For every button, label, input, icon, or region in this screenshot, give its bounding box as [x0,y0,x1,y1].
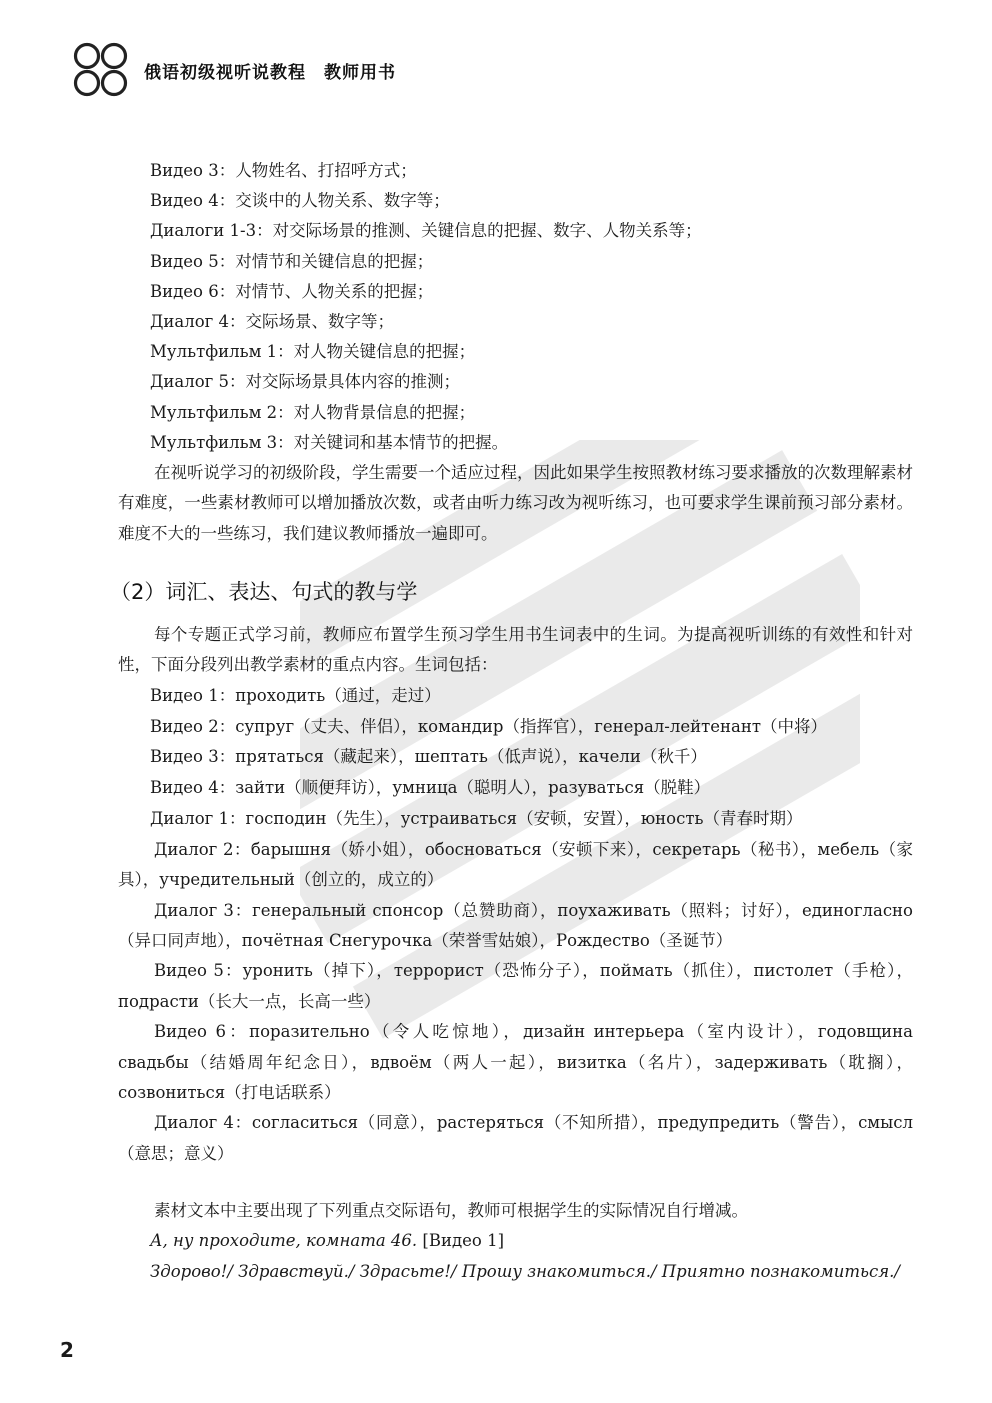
list-item: Видео 5：对情节和关键信息的把握； [150,251,434,271]
list-item: Видео 6：对情节、人物关系的把握； [150,281,434,301]
vocabulary-section [118,620,913,1169]
vocab-paragraph: Видео 5：уронить（掉下），террорист（恐怖分子），поймать（抓住），пистолет（手枪），подрасти（长大一点，长高一些） [118,961,913,1011]
example-phrase [118,1226,913,1257]
list-item: Мультфильм 1：对人物关键信息的把握； [150,342,476,362]
paragraph: 在视听说学习的初级阶段，学生需要一个适应过程，因此如果学生按照教材练习要求播放的次数理解素材有难度，一些素材教师可以增加播放次数，或者由听力练习改为视听练习，也可要求学生课前预习部分素材。难度不大的一些练习，我们建议教师播放一遍即可。 [118,463,913,543]
example-source-ref: [Видео 1] [417,1231,505,1251]
vocab-paragraph: Видео 6：поразительно（令人吃惊地），дизайн интерьера（室内设计），годовщина свадьбы（结婚周年纪念日），вдвоём（两人一起），визитка（名片），задерживать（耽搁），созвониться（打电话联系） [118,1022,913,1103]
list-item: Диалог 4：交际场景、数字等； [150,312,395,332]
vocab-paragraph: Диалог 3：генеральный спонсор（总赞助商），поухаживать（照料；讨好），единогласно（异口同声地），почётная Снегурочка（荣誉雪姑娘），Рождество（圣诞节） [118,900,913,951]
book-title: 俄语初级视听说教程 教师用书 [144,63,396,83]
example-phrase-text: А, ну проходите, комната 46. [150,1231,418,1251]
page-number: 2 [60,1338,74,1362]
list-item: Диалог 5：对交际场景具体内容的推测； [150,372,461,392]
vocab-paragraph: Диалог 2：барышня（娇小姐），обосноваться（安顿下来），секретарь（秘书），мебель（家具），учредительный（创立的，成立的） [118,839,913,890]
page-header [72,42,492,98]
paragraph: 素材文本中主要出现了下列重点交际语句，教师可根据学生的实际情况自行增减。 [154,1201,748,1220]
paragraph: 每个专题正式学习前，教师应布置学生预习学生用书生词表中的生词。为提高视听训练的有效性和针对性，下面分段列出教学素材的重点内容。生词包括： [118,625,913,675]
vocab-line: Диалог 1：господин（先生），устраиваться（安顿，安置），юность（青春时期） [150,809,803,828]
vocab-paragraph: Диалог 4：согласиться（同意），растеряться（不知所措），предупредить（警告），смысл（意思；意义） [118,1113,913,1163]
list-item: Диалоги 1-3：对交际场景的推测、关键信息的把握、数字、人物关系等； [150,221,702,241]
list-item: Мультфильм 3：对关键词和基本情节的把握。 [150,432,509,452]
vocab-line: Видео 2：супруг（丈夫、伴侣），командир（指挥官），генерал-лейтенант（中将） [150,716,827,736]
list-item: Видео 3：人物姓名、打招呼方式； [150,161,417,180]
section-heading: （2）词汇、表达、句式的教与学 [110,580,418,604]
vocab-line: Видео 4：зайти（顺便拜访），умница（聪明人），разуваться（脱鞋） [150,778,711,798]
list-item: Видео 4：交谈中的人物关系、数字等； [150,191,450,211]
example-phrase: Здорово!/ Здравствуй./ Здрасьте!/ Прошу знакомиться./ Приятно познакомиться./ [150,1262,900,1282]
phrases-section [118,1196,913,1288]
vocab-line: Видео 3：прятаться（藏起来），шептать（低声说），качели（秋千） [150,747,707,767]
list-item: Мультфильм 2：对人物背景信息的把握； [150,402,476,422]
vocab-line: Видео 1：проходить（通过，走过） [150,685,441,705]
four-circles-logo-icon [72,42,130,98]
topic-focus-list [118,156,913,549]
